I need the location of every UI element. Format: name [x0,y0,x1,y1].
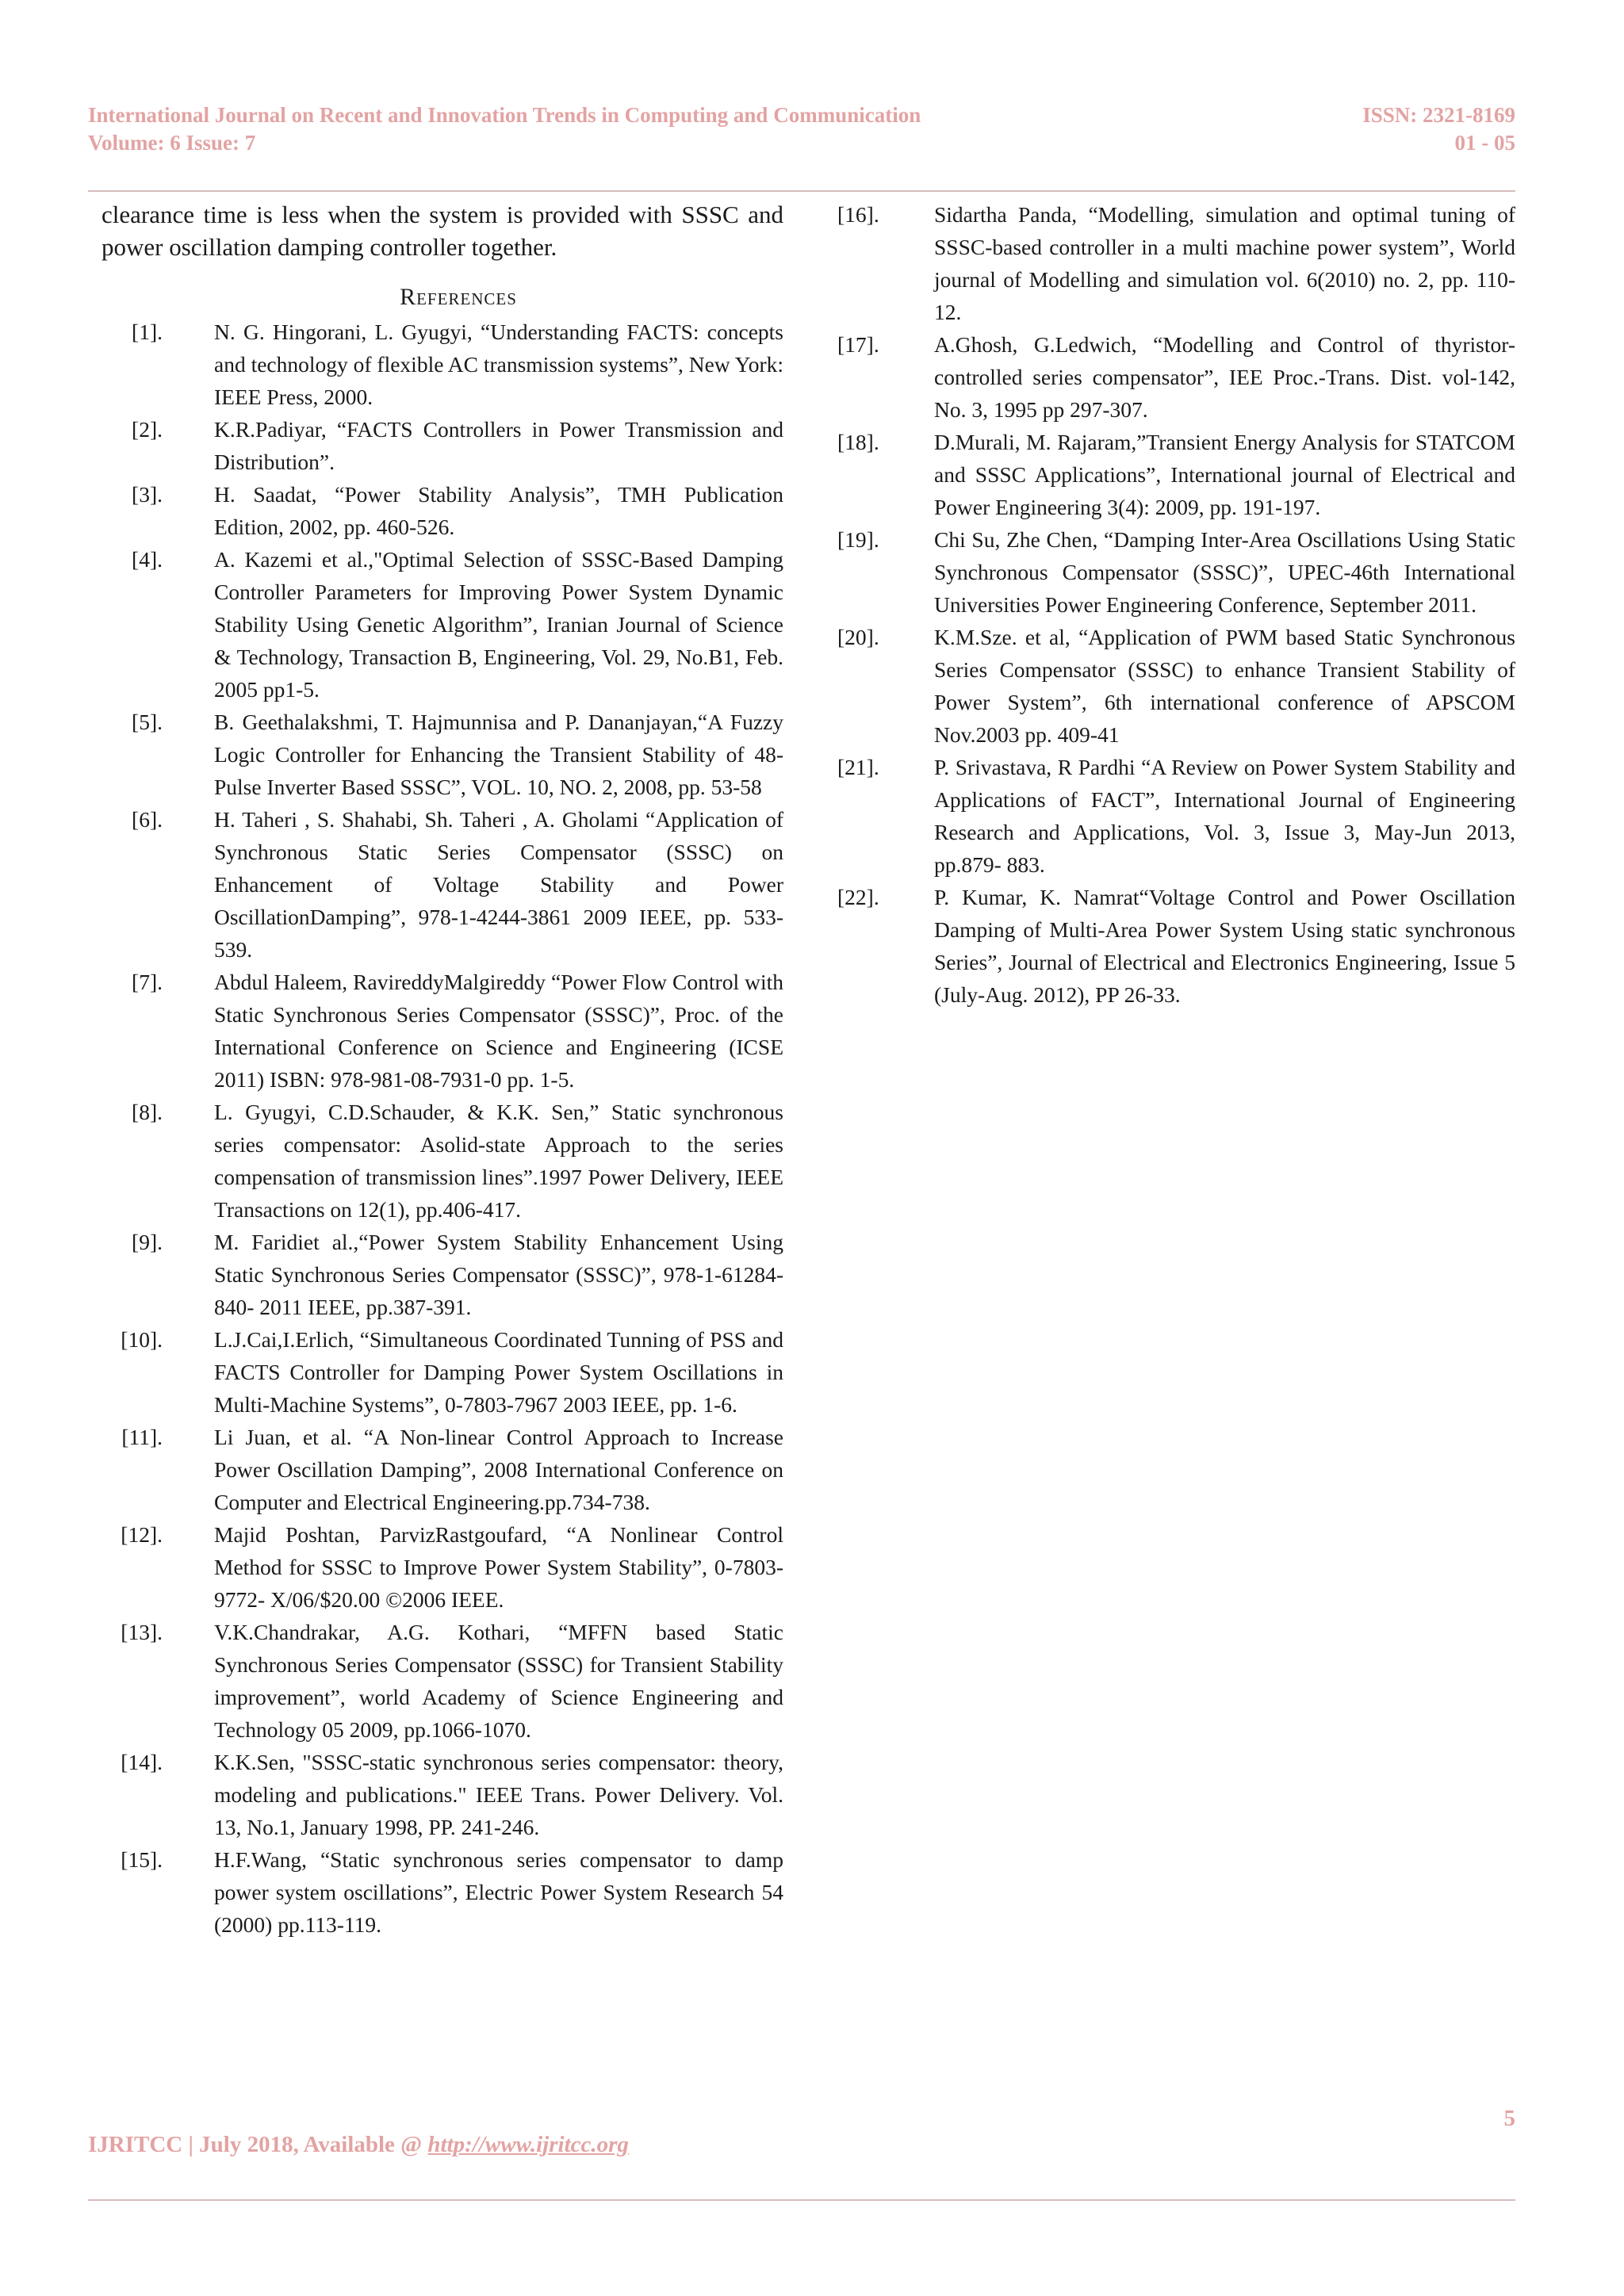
reference-number: [4]. [132,547,163,572]
footer-text: IJRITCC | July 2018, Available @ [88,2132,428,2157]
reference-number: [18]. [837,430,879,454]
reference-number: [13]. [121,1620,163,1644]
reference-number: [14]. [121,1750,163,1774]
footer-rule [88,2199,1515,2201]
reference-text: H. Taheri , S. Shahabi, Sh. Taheri , A. Gholami “Application of Synchronous Static Series Compensator (SSSC) on Enhancement of Voltage Stability and Power OscillationDamping”, 978-1-4244-3861 2009 IEEE, pp. 533-539. [214,807,783,962]
left-column [102,198,783,1941]
reference-text: L. Gyugyi, C.D.Schauder, & K.K. Sen,” Static synchronous series compensator: Asolid-state Approach to the series compensation of transmission lines”.1997 Power Delivery, IEEE Transactions on 12(1), pp.406-417. [214,1100,783,1222]
reference-text: Majid Poshtan, ParvizRastgoufard, “A Nonlinear Control Method for SSSC to Improve Power System Stability”, 0-7803-9772- X/06/$20.00 ©2006 IEEE. [214,1522,783,1612]
reference-item [837,198,1515,328]
reference-item [102,966,783,1096]
reference-item [102,413,783,478]
journal-title: International Journal on Recent and Innovation Trends in Computing and Communication [88,103,921,127]
reference-text: H. Saadat, “Power Stability Analysis”, TMH Publication Edition, 2002, pp. 460-526. [214,482,783,539]
reference-text: N. G. Hingorani, L. Gyugyi, “Understanding FACTS: concepts and technology of flexible AC transmission systems”, New York: IEEE Press, 2000. [214,320,783,409]
reference-number: [7]. [132,970,163,994]
reference-text: Li Juan, et al. “A Non-linear Control Approach to Increase Power Oscillation Damping”, 2008 International Conference on Computer and Electrical Engineering.pp.734-738. [214,1425,783,1514]
reference-item [102,1746,783,1843]
reference-number: [19]. [837,527,879,552]
reference-text: K.K.Sen, "SSSC-static synchronous series compensator: theory, modeling and publications." IEEE Trans. Power Delivery. Vol. 13, No.1, January 1998, PP. 241-246. [214,1750,783,1839]
reference-item [102,1421,783,1518]
reference-text: B. Geethalakshmi, T. Hajmunnisa and P. Dananjayan,“A Fuzzy Logic Controller for Enhancing the Transient Stability of 48-Pulse Inverter Based SSSC”, VOL. 10, NO. 2, 2008, pp. 53-58 [214,710,783,799]
reference-item [102,1323,783,1421]
reference-number: [12]. [121,1522,163,1547]
references-list-right [837,198,1515,1011]
reference-number: [5]. [132,710,163,734]
running-header [88,101,1515,157]
reference-text: L.J.Cai,I.Erlich, “Simultaneous Coordinated Tunning of PSS and FACTS Controller for Damping Power System Oscillations in Multi-Machine Systems”, 0-7803-7967 2003 IEEE, pp. 1-6. [214,1327,783,1417]
references-list-left [102,316,783,1941]
reference-item [102,706,783,803]
right-column [837,198,1515,1011]
issn: ISSN: 2321-8169 [1362,103,1515,127]
footer [88,2132,629,2158]
reference-item [837,621,1515,751]
reference-number: [15]. [121,1847,163,1872]
reference-text: M. Faridiet al.,“Power System Stability Enhancement Using Static Synchronous Series Compensator (SSSC)”, 978-1-61284-840- 2011 IEEE, pp.387-391. [214,1230,783,1319]
reference-item [837,328,1515,426]
reference-item [102,1843,783,1941]
reference-item [102,803,783,966]
reference-item [102,1616,783,1746]
reference-text: K.R.Padiyar, “FACTS Controllers in Power Transmission and Distribution”. [214,417,783,474]
reference-number: [21]. [837,755,879,779]
reference-number: [6]. [132,807,163,832]
reference-text: P. Srivastava, R Pardhi “A Review on Power System Stability and Applications of FACT”, International Journal of Engineering Research and Applications, Vol. 3, Issue 3, May-Jun 2013, pp.879- 883. [934,755,1515,877]
reference-text: V.K.Chandrakar, A.G. Kothari, “MFFN based Static Synchronous Series Compensator (SSSC) for Transient Stability improvement”, world Academy of Science Engineering and Technology 05 2009, pp.1066-1070. [214,1620,783,1742]
page-range: 01 - 05 [1454,131,1515,155]
reference-number: [16]. [837,202,879,227]
reference-item [102,1226,783,1323]
reference-item [837,523,1515,621]
reference-number: [2]. [132,417,163,442]
reference-text: Abdul Haleem, RavireddyMalgireddy “Power Flow Control with Static Synchronous Series Compensator (SSSC)”, Proc. of the International Conference on Science and Engineering (ICSE 2011) ISBN: 978-981-08-7931-0 pp. 1-5. [214,970,783,1092]
page-number: 5 [1503,2106,1515,2131]
reference-item [837,751,1515,881]
reference-number: [22]. [837,885,879,909]
reference-item [837,426,1515,523]
reference-item [837,881,1515,1011]
reference-text: K.M.Sze. et al, “Application of PWM based Static Synchronous Series Compensator (SSSC) to enhance Transient Stability of Power System”, 6th international conference of APSCOM Nov.2003 pp. 409-41 [934,625,1515,747]
volume-issue: Volume: 6 Issue: 7 [88,131,256,155]
lead-paragraph: clearance time is less when the system is provided with SSSC and power oscillation damping controller together. [102,201,783,261]
reference-number: [11]. [121,1425,163,1449]
reference-number: [20]. [837,625,879,649]
footer-link[interactable]: http://www.ijritcc.org [427,2132,629,2157]
reference-item [102,1096,783,1226]
reference-text: Sidartha Panda, “Modelling, simulation and optimal tuning of SSSC-based controller in a multi machine power system”, World journal of Modelling and simulation vol. 6(2010) no. 2, pp. 110-12. [934,202,1515,324]
reference-number: [9]. [132,1230,163,1254]
reference-number: [10]. [121,1327,163,1352]
reference-text: D.Murali, M. Rajaram,”Transient Energy Analysis for STATCOM and SSSC Applications”, International journal of Electrical and Power Engineering 3(4): 2009, pp. 191-197. [934,430,1515,519]
header-rule [88,190,1515,192]
reference-text: A. Kazemi et al.,"Optimal Selection of SSSC-Based Damping Controller Parameters for Improving Power System Dynamic Stability Using Genetic Algorithm”, Iranian Journal of Science & Technology, Transaction B, Engineering, Vol. 29, No.B1, Feb. 2005 pp1-5. [214,547,783,702]
reference-item [102,543,783,706]
reference-text: H.F.Wang, “Static synchronous series compensator to damp power system oscillations”, Electric Power System Research 54 (2000) pp.113-119. [214,1847,783,1937]
reference-item [102,316,783,413]
reference-text: A.Ghosh, G.Ledwich, “Modelling and Control of thyristor- controlled series compensator”, IEE Proc.-Trans. Dist. vol-142, No. 3, 1995 pp 297-307. [934,332,1515,422]
reference-number: [1]. [132,320,163,344]
reference-text: Chi Su, Zhe Chen, “Damping Inter-Area Oscillations Using Static Synchronous Compensator (SSSC)”, UPEC-46th International Universities Power Engineering Conference, September 2011. [934,527,1515,617]
reference-number: [8]. [132,1100,163,1124]
reference-item [102,478,783,543]
references-heading: References [400,284,517,310]
reference-text: P. Kumar, K. Namrat“Voltage Control and Power Oscillation Damping of Multi-Area Power System Using static synchronous Series”, Journal of Electrical and Electronics Engineering, Issue 5 (July-Aug. 2012), PP 26-33. [934,885,1515,1007]
reference-number: [3]. [132,482,163,507]
reference-item [102,1518,783,1616]
reference-number: [17]. [837,332,879,357]
